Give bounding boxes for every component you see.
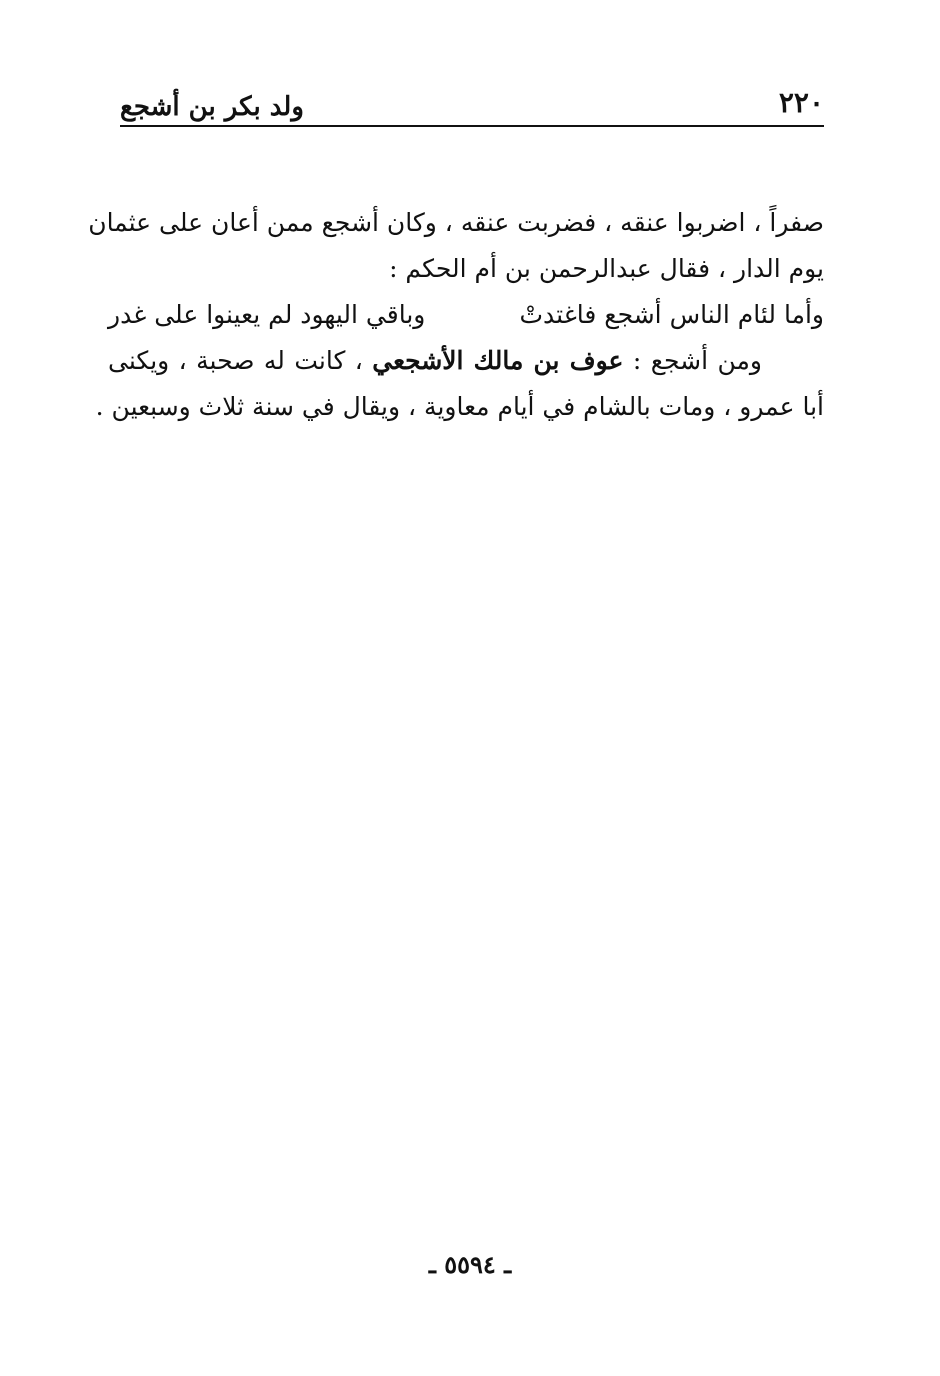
- page-number: ٢٢٠: [778, 86, 824, 119]
- running-title: ولد بكر بن أشجع: [120, 92, 304, 122]
- text-line-4-prefix: ومن أشجع :: [623, 346, 762, 375]
- verse-hemistich-2: وباقي اليهود لم يعينوا على غدر: [108, 300, 426, 329]
- body-text: [88, 200, 824, 430]
- text-line-2: يوم الدار ، فقال عبدالرحمن بن أم الحكم :: [389, 254, 824, 283]
- text-line-4-suffix: ، كانت له صحبة ، ويكنى: [108, 346, 373, 375]
- text-line-1: صفراً ، اضربوا عنقه ، فضربت عنقه ، وكان أشجع ممن أعان على عثمان: [88, 208, 824, 237]
- verse-line: [108, 292, 824, 338]
- text-line-5: أبا عمرو ، ومات بالشام في أيام معاوية ، ويقال في سنة ثلاث وسبعين .: [95, 392, 824, 421]
- page-header: [120, 84, 824, 128]
- header-rule: [120, 125, 824, 127]
- person-name-bold: عوف بن مالك الأشجعي: [372, 346, 624, 375]
- folio-number: ـ ٥٥٩٤ ـ: [428, 1250, 512, 1279]
- text-line-4: [108, 338, 824, 384]
- verse-hemistich-1: وأما لئام الناس أشجع فاغتدتْ: [519, 300, 824, 329]
